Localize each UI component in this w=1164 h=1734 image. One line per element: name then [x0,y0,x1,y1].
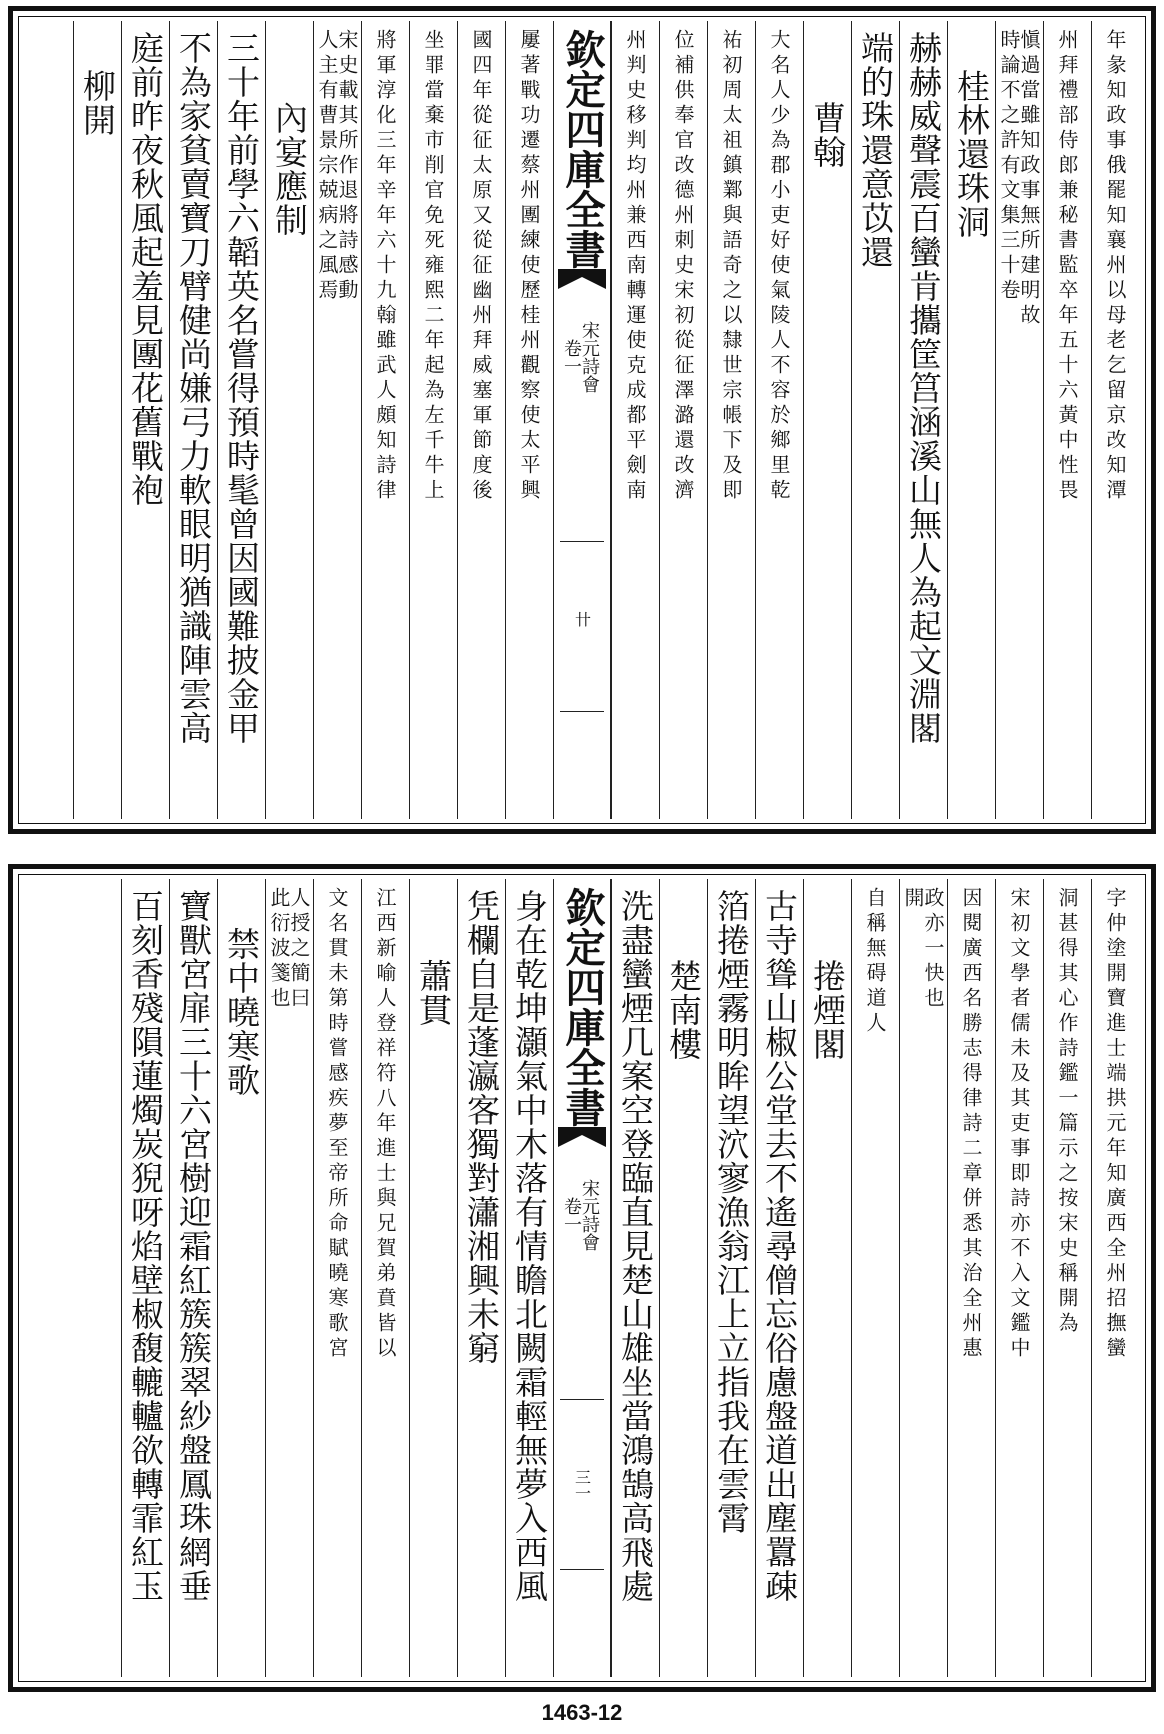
annotation-line: 人授之簡曰 [287,887,311,1012]
annotation-line: 國四年從征太原又從征幽州拜威塞軍節度後 [469,29,493,504]
left-column [121,21,169,819]
verse-line: 禁中曉寒歌 [222,927,261,1097]
page-number: 1463-12 [541,1700,623,1725]
annotation-line: 文名貫未第時嘗感疾夢至帝所命賦曉寒歌宮 [325,887,349,1362]
annotation-line: 洞甚得其心作詩鑑一篇示之按宋史稱開為 [1055,887,1079,1337]
verse-line: 洗盡蠻煙几案空登臨直見楚山雄坐當鴻鵠高飛處 [616,889,655,1603]
verse-line: 捲煙閣 [808,959,847,1061]
left-column [169,21,217,819]
right-column [947,21,995,819]
left-column [505,879,553,1677]
band-title: 欽定四庫全書 [559,887,606,1127]
right-column [611,21,659,819]
annotation-line: 時論不之許有文集三十卷 [997,29,1021,304]
right-column [707,879,755,1677]
band-divider [560,1399,604,1400]
annotation-line: 愼過當雖知政事無所建明故 [1017,29,1041,329]
bottom-page-columns [23,879,1141,1677]
left-column [265,879,313,1677]
band-divider [560,711,604,712]
right-column [611,879,659,1677]
left-column [265,21,313,819]
right-column [659,879,707,1677]
annotation-line: 此衍波箋也 [267,887,291,1012]
annotation-line: 因閱廣西名勝志得律詩二章併悉其治全州惠 [959,887,983,1362]
annotation-line: 宋初文學者儒未及其吏事即詩亦不入文鑑中 [1007,887,1031,1362]
band-leaf-number: 卄 [572,611,592,627]
annotation-line: 年彖知政事俄罷知襄州以母老乞留京改知潭 [1103,29,1127,504]
top-page [8,6,1156,834]
verse-line: 三十年前學六韜英名嘗得預時髦曾因國難披金甲 [222,31,261,745]
verse-line: 身在乾坤灝氣中木落有情瞻北闕霜輕無夢入西風 [510,889,549,1603]
bottom-page [8,864,1156,1692]
annotation-line: 州拜禮部侍郎兼秘書監卒年五十六黃中性畏 [1055,29,1079,504]
band-volume: 卷一 [561,1197,582,1233]
right-column [851,21,899,819]
annotation-line: 將軍淳化三年辛年六十九翰雖武人頗知詩律 [373,29,397,504]
right-column [1091,21,1139,819]
verse-line: 庭前昨夜秋風起羞見團花舊戰袍 [126,31,165,507]
right-column [803,879,851,1677]
fishtail-mark-icon [558,1127,606,1147]
annotation-line: 江西新喻人登祥符八年進士與兄賀弟賁皆以 [373,887,397,1362]
verse-line: 不為家貧賣寶刀臂健尚嫌弓力軟眼明猶識陣雲高 [174,31,213,745]
left-column [217,879,265,1677]
annotation-line: 字仲塗開寶進士端拱元年知廣西全州招撫蠻 [1103,887,1127,1362]
band-book-title: 宋元詩會 [579,1179,600,1251]
right-column [755,879,803,1677]
right-column [1043,21,1091,819]
annotation-line: 坐罪當棄市削官免死雍熙二年起為左千牛上 [421,29,445,504]
annotation-line: 宋史載其所作退將詩感動 [335,29,359,304]
annotation-line: 位補供奉官改德州刺史宋初從征澤潞還改濟 [671,29,695,504]
right-column [755,21,803,819]
annotation-line: 屢著戰功遷蔡州團練使歷桂州觀察使太平興 [517,29,541,504]
right-column [899,21,947,819]
right-column [947,879,995,1677]
right-column [899,879,947,1677]
left-column [313,21,361,819]
verse-line: 蕭貫 [414,959,453,1027]
left-column [361,879,409,1677]
right-column [803,21,851,819]
annotation-line: 自稱無碍道人 [863,887,887,1037]
verse-line: 楚南樓 [664,959,703,1061]
left-column [121,879,169,1677]
verse-line: 柳開 [78,69,117,137]
left-column [409,879,457,1677]
right-column [995,879,1043,1677]
verse-line: 凭欄自是蓬瀛客獨對瀟湘興未窮 [462,889,501,1365]
right-column [1091,879,1139,1677]
annotation-line: 開 [901,887,925,912]
verse-line: 古寺聳山椒公堂去不遙尋僧忘俗慮盤道出塵囂疎 [760,889,799,1603]
verse-line: 赫赫威聲震百蠻肯攜筐筥涵溪山無人為起文淵閣 [904,31,943,745]
annotation-line: 祐初周太祖鎮鄴與語奇之以隸世宗帳下及即 [719,29,743,504]
left-column [409,21,457,819]
left-column [73,21,121,819]
verse-line: 寶獸宮扉三十六宮樹迎霜紅簇簇翠紗盤鳳珠網垂 [174,889,213,1603]
verse-line: 曹翰 [808,101,847,169]
left-column [217,21,265,819]
annotation-line: 政亦一快也 [921,887,945,1012]
band-volume: 卷一 [561,339,582,375]
center-band [553,879,611,1677]
left-column [361,21,409,819]
top-page-columns [23,21,1141,819]
annotation-line: 人主有曹景宗兢病之風焉 [315,29,339,304]
band-leaf-number: 三一 [572,1469,592,1501]
band-divider [560,541,604,542]
band-divider [560,1569,604,1570]
band-book-title: 宋元詩會 [579,321,600,393]
right-column [1043,879,1091,1677]
right-column [995,21,1043,819]
right-column [851,879,899,1677]
left-column [457,879,505,1677]
verse-line: 箔捲煙霧明眸望泬寥漁翁江上立指我在雲霄 [712,889,751,1535]
left-column [457,21,505,819]
right-column [659,21,707,819]
verse-line: 內宴應制 [270,101,309,237]
left-column [313,879,361,1677]
left-column [505,21,553,819]
verse-line: 百刻香殘隕蓮燭炭猊呀焰壁椒馥轆轤欲轉霏紅玉 [126,889,165,1603]
verse-line: 端的珠還意苡還 [856,31,895,269]
band-title: 欽定四庫全書 [559,29,606,269]
fishtail-mark-icon [558,269,606,289]
verse-line: 桂林還珠洞 [952,69,991,239]
center-band [553,21,611,819]
annotation-line: 州判史移判均州兼西南轉運使克成都平劍南 [623,29,647,504]
left-column [169,879,217,1677]
right-column [707,21,755,819]
annotation-line: 大名人少為郡小吏好使氣陵人不容於鄉里乾 [767,29,791,504]
